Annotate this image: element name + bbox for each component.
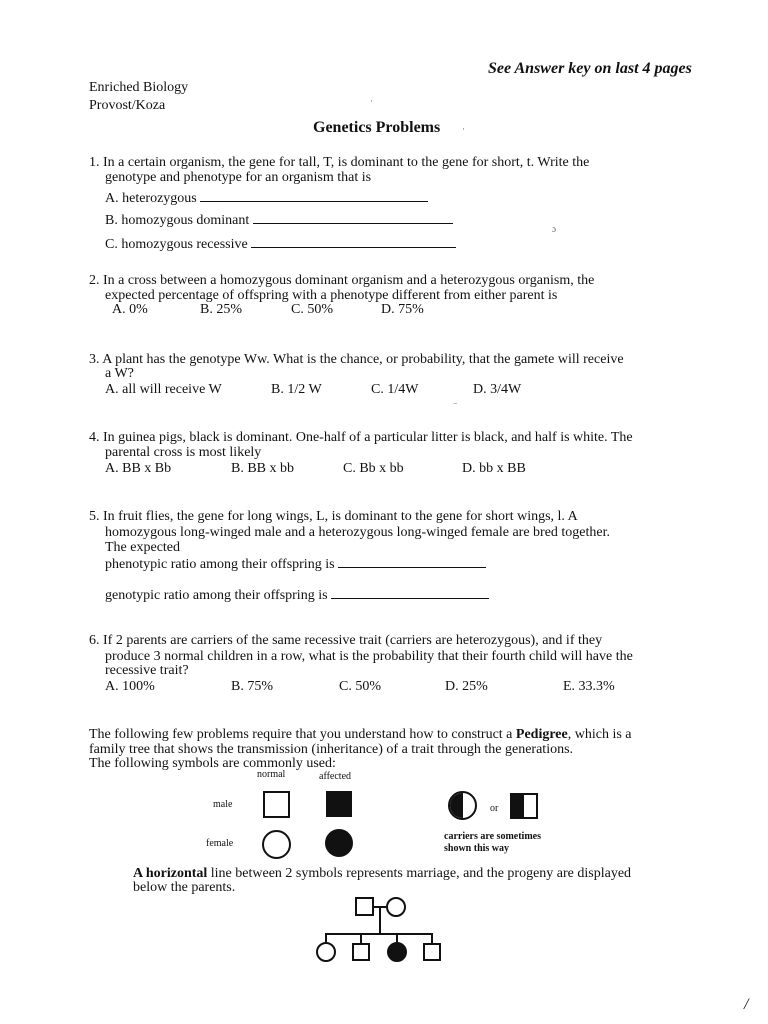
legend-or-label: or — [490, 803, 499, 814]
q4-option-a[interactable]: A. BB x Bb — [105, 461, 172, 476]
q4-option-d[interactable]: D. bb x BB — [462, 461, 526, 476]
q4-text-line2: parental cross is most likely — [105, 445, 262, 460]
female-normal-circle-icon — [262, 830, 291, 859]
q6-text-line3: recessive trait? — [105, 663, 189, 678]
scan-speck-icon: · — [370, 96, 373, 106]
q2-option-a[interactable]: A. 0% — [112, 302, 148, 317]
horizontal-line-note: A horizontal line between 2 symbols represents marriage, and the progeny are displayed — [133, 866, 632, 881]
male-affected-square-icon — [326, 791, 352, 817]
answer-key-note: See Answer key on last 4 pages — [488, 60, 692, 77]
q6-option-c[interactable]: C. 50% — [339, 679, 381, 694]
q6-option-d[interactable]: D. 25% — [445, 679, 488, 694]
q3-option-b[interactable]: B. 1/2 W — [271, 382, 322, 397]
legend-normal-label: normal — [257, 769, 286, 780]
q5-genotypic-prompt: genotypic ratio among their offspring is — [105, 586, 489, 603]
pedigree-intro-line2: family tree that shows the transmission (inheritance) of a trait through the generations. — [89, 742, 574, 757]
q1-option-c: C. homozygous recessive — [105, 235, 456, 252]
q1-answer-blank-c[interactable] — [251, 235, 456, 248]
pedigree-intro-line1: The following few problems require that you understand how to construct a Pedigree, which is a — [89, 727, 632, 742]
carrier-half-filled-circle-icon — [448, 791, 477, 820]
scan-speck-icon: ⁻ — [453, 400, 458, 410]
course-name: Enriched Biology — [89, 80, 189, 95]
q4-option-b[interactable]: B. BB x bb — [231, 461, 295, 476]
q3-text-line1: 3. A plant has the genotype Ww. What is the chance, or probability, that the gamete will receive — [89, 352, 624, 367]
q3-option-d[interactable]: D. 3/4W — [473, 382, 522, 397]
q1-option-b: B. homozygous dominant — [105, 211, 453, 228]
q6-option-a[interactable]: A. 100% — [105, 679, 155, 694]
q6-text-line1: 6. If 2 parents are carriers of the same recessive trait (carriers are heterozygous), and if they — [89, 633, 603, 648]
legend-male-label: male — [213, 799, 233, 810]
q5-phenotypic-prompt: phenotypic ratio among their offspring is — [105, 555, 486, 572]
q2-option-c[interactable]: C. 50% — [291, 302, 333, 317]
pedigree-sibship-line — [325, 933, 432, 935]
horizontal-line-note-line2: below the parents. — [133, 880, 236, 895]
q6-option-e[interactable]: E. 33.3% — [563, 679, 615, 694]
q3-option-c[interactable]: C. 1/4W — [371, 382, 419, 397]
page-mark: / — [744, 996, 749, 1013]
q1-answer-blank-a[interactable] — [200, 189, 428, 202]
page-title: Genetics Problems — [313, 119, 441, 136]
q5-phenotypic-blank[interactable] — [338, 555, 486, 568]
q6-option-b[interactable]: B. 75% — [231, 679, 273, 694]
carrier-square-fill — [512, 795, 524, 817]
q3-text-line2: a W? — [105, 366, 134, 381]
pedigree-son-square-icon — [352, 943, 370, 961]
q5-genotypic-blank[interactable] — [331, 586, 489, 599]
pedigree-daughter-circle-icon — [316, 942, 336, 962]
pedigree-mother-circle-icon — [386, 897, 406, 917]
carrier-half-filled-square-icon — [510, 793, 538, 819]
q6-text-line2: produce 3 normal children in a row, what is the probability that their fourth child will have the — [105, 649, 633, 664]
q5-text-line3: The expected — [105, 540, 181, 555]
pedigree-child4-drop — [431, 933, 433, 943]
female-affected-circle-icon — [325, 829, 353, 857]
q5-text-line2: homozygous long-winged male and a heterozygous long-winged female are bred together. — [105, 525, 611, 540]
q2-text-line1: 2. In a cross between a homozygous dominant organism and a heterozygous organism, the — [89, 273, 595, 288]
legend-female-label: female — [206, 838, 234, 849]
q1-answer-blank-b[interactable] — [253, 211, 453, 224]
q4-option-c[interactable]: C. Bb x bb — [343, 461, 404, 476]
carrier-circle-fill — [450, 793, 463, 818]
pedigree-child2-drop — [360, 933, 362, 943]
q4-text-line1: 4. In guinea pigs, black is dominant. One-half of a particular litter is black, and half is white. The — [89, 430, 633, 445]
pedigree-affected-daughter-circle-icon — [387, 942, 407, 962]
carriers-note-line2: shown this way — [444, 843, 510, 854]
scan-speck-icon: ɔ — [552, 224, 556, 234]
pedigree-intro-line3: The following symbols are commonly used: — [89, 756, 336, 771]
pedigree-son2-square-icon — [423, 943, 441, 961]
q2-option-d[interactable]: D. 75% — [381, 302, 424, 317]
q2-option-b[interactable]: B. 25% — [200, 302, 242, 317]
pedigree-descent-line — [379, 907, 381, 934]
q5-text-line1: 5. In fruit flies, the gene for long wings, L, is dominant to the gene for short wings, l. A — [89, 509, 578, 524]
q1-text-line1: 1. In a certain organism, the gene for tall, T, is dominant to the gene for short, t. Write the — [89, 155, 590, 170]
legend-affected-label: affected — [319, 771, 352, 782]
teacher-names: Provost/Koza — [89, 98, 166, 113]
q3-option-a[interactable]: A. all will receive W — [105, 382, 222, 397]
q2-text-line2: expected percentage of offspring with a phenotype different from either parent is — [105, 288, 558, 303]
q1-text-line2: genotype and phenotype for an organism that is — [105, 170, 372, 185]
pedigree-father-square-icon — [355, 897, 374, 916]
q1-option-a: A. heterozygous — [105, 189, 428, 206]
carriers-note-line1: carriers are sometimes — [444, 831, 541, 842]
male-normal-square-icon — [263, 791, 290, 818]
scan-speck-icon: · — [462, 124, 465, 134]
